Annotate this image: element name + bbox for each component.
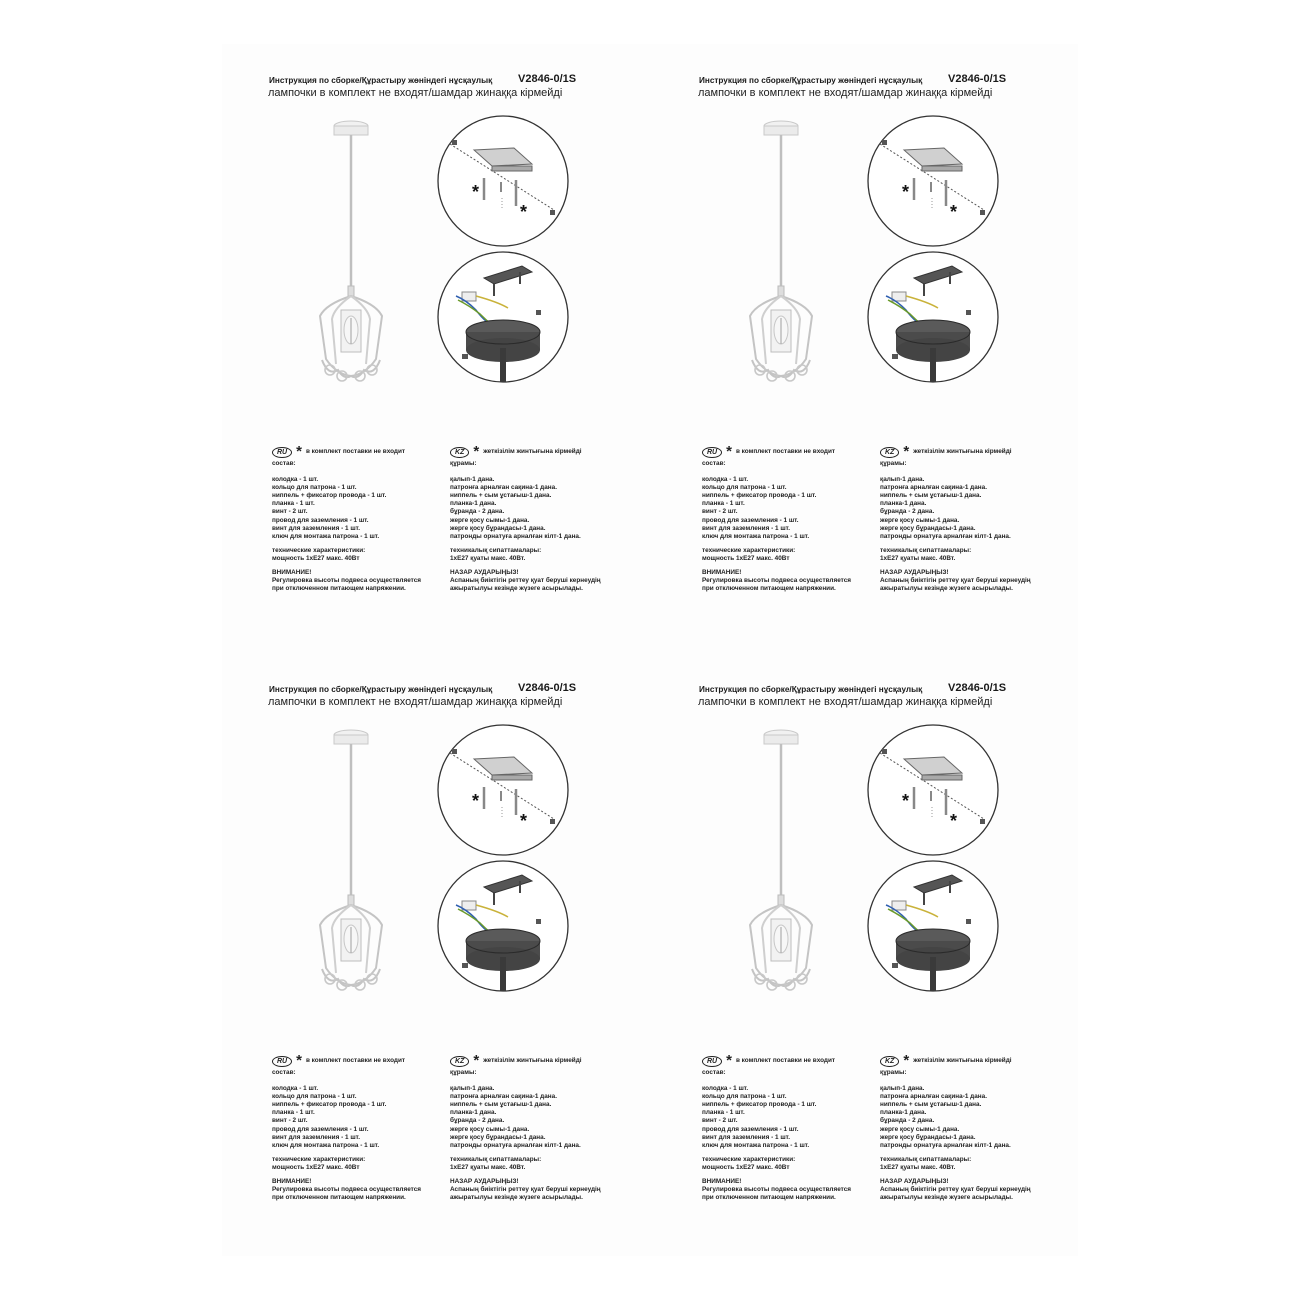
ru-item: провод для заземления - 1 шт. xyxy=(702,1125,799,1133)
kz-item: патронды орнатуға арналған кілт-1 дана. xyxy=(450,532,581,540)
kz-item: жерге қосу бұрандасы-1 дана. xyxy=(450,1133,546,1141)
svg-text:*: * xyxy=(472,791,480,811)
kz-warning-line: ажыратылуы кезінде жүзеге асырылады. xyxy=(880,585,1013,593)
pendant-lamp-illustration xyxy=(736,114,826,414)
asterisk-icon: * xyxy=(296,1052,302,1069)
kz-warning-line: ажыратылуы кезінде жүзеге асырылады. xyxy=(450,585,583,593)
kz-specs-header: техникалық сипаттамалары: xyxy=(880,546,972,554)
kz-item: бұранда - 2 дана. xyxy=(880,508,935,516)
instruction-title: Инструкция по сборке/Құрастыру жөніндегі нұсқаулық xyxy=(269,685,493,694)
ru-item: колодка - 1 шт. xyxy=(272,476,319,484)
ru-warning-header: ВНИМАНИЕ! xyxy=(272,1178,312,1186)
ru-warning-line: при отключенном питающем напряжении. xyxy=(702,585,836,593)
kz-item: бұранда - 2 дана. xyxy=(450,1117,505,1125)
mounting-bar-diagram xyxy=(866,114,1000,248)
ru-item: кольцо для патрона - 1 шт. xyxy=(702,1093,787,1101)
kz-instructions-column xyxy=(450,443,601,593)
kz-instructions-column xyxy=(880,443,1031,593)
kz-not-included-note: жеткізілім жинтығына кірмейді xyxy=(913,447,1012,455)
svg-text:*: * xyxy=(472,182,480,202)
ru-item: винт для заземления - 1 шт. xyxy=(702,1133,790,1141)
asterisk-icon: * xyxy=(903,443,910,460)
ru-not-included-note: в комплект поставки не входит xyxy=(735,447,836,455)
model-number: V2846-0/1S xyxy=(518,682,577,694)
kz-item: жерге қосу бұрандасы-1 дана. xyxy=(880,524,976,532)
kz-item: патронды орнатуға арналған кілт-1 дана. xyxy=(450,1141,581,1149)
ru-warning-line: Регулировка высоты подвеса осуществляется xyxy=(272,577,422,585)
instruction-title: Инструкция по сборке/Құрастыру жөніндегі нұсқаулық xyxy=(269,76,493,85)
kz-item: жерге қосу сымы-1 дана. xyxy=(450,1125,530,1133)
ru-instructions-column xyxy=(272,443,422,593)
instruction-title: Инструкция по сборке/Құрастыру жөніндегі нұсқаулық xyxy=(699,76,923,85)
kz-warning-line: Аспаның биіктігін реттеу қуат беруші кернеудің xyxy=(880,577,1031,585)
asterisk-icon: * xyxy=(903,1052,910,1069)
ru-item: кольцо для патрона - 1 шт. xyxy=(272,1093,357,1101)
mounting-bar-diagram xyxy=(436,114,570,248)
kz-item: ниппель + сым ұстағыш-1 дана. xyxy=(450,492,552,500)
mounting-bar-diagram xyxy=(436,723,570,857)
bulbs-not-included-note: лампочки в комплект не входят/шамдар жинаққа кірмейді xyxy=(698,696,993,708)
ru-item: кольцо для патрона - 1 шт. xyxy=(702,484,787,492)
ru-warning-line: Регулировка высоты подвеса осуществляется xyxy=(272,1186,422,1194)
instruction-panel-top-left xyxy=(266,70,686,670)
model-number: V2846-0/1S xyxy=(948,73,1007,85)
kz-item: жерге қосу сымы-1 дана. xyxy=(450,516,530,524)
kz-item: патронға арналған сақина-1 дана. xyxy=(450,1093,557,1101)
ru-item: планка - 1 шт. xyxy=(702,500,745,508)
ru-specs: мощность 1хЕ27 макс. 40Вт xyxy=(272,1163,360,1171)
ru-item: кольцо для патрона - 1 шт. xyxy=(272,484,357,492)
ru-language-badge: RU xyxy=(272,1056,292,1067)
ru-instructions-column xyxy=(702,1052,852,1202)
pendant-lamp-illustration xyxy=(736,723,826,1023)
ru-item: винт - 2 шт. xyxy=(272,1117,308,1125)
svg-text:*: * xyxy=(902,791,910,811)
kz-composition-header: құрамы: xyxy=(450,1069,477,1076)
kz-item: жерге қосу сымы-1 дана. xyxy=(880,516,960,524)
kz-item: жерге қосу бұрандасы-1 дана. xyxy=(880,1133,976,1141)
ru-specs-header: технические характеристики: xyxy=(272,546,366,554)
wiring-connection-diagram xyxy=(436,859,570,993)
asterisk-icon: * xyxy=(726,1052,732,1069)
ru-specs-header: технические характеристики: xyxy=(272,1155,366,1163)
asterisk-icon: * xyxy=(473,1052,480,1069)
kz-composition-header: құрамы: xyxy=(880,1069,907,1076)
ru-composition-header: состав: xyxy=(702,460,726,467)
kz-item: жерге қосу бұрандасы-1 дана. xyxy=(450,524,546,532)
svg-text:*: * xyxy=(520,811,528,831)
kz-specs: 1хЕ27 қуаты макс. 40Вт. xyxy=(880,1163,956,1171)
ru-specs-header: технические характеристики: xyxy=(702,546,796,554)
asterisk-icon: * xyxy=(473,443,480,460)
kz-specs: 1хЕ27 қуаты макс. 40Вт. xyxy=(450,1163,526,1171)
kz-warning-line: ажыратылуы кезінде жүзеге асырылады. xyxy=(880,1194,1013,1202)
kz-item: планка-1 дана. xyxy=(880,1109,927,1117)
instruction-panel-bottom-left xyxy=(266,679,686,1279)
ru-language-badge: RU xyxy=(272,447,292,458)
kz-not-included-note: жеткізілім жинтығына кірмейді xyxy=(913,1056,1012,1064)
kz-item: қалып-1 дана. xyxy=(450,1085,495,1093)
wiring-connection-diagram xyxy=(866,859,1000,993)
ru-not-included-note: в комплект поставки не входит xyxy=(305,447,406,455)
ru-warning-line: при отключенном питающем напряжении. xyxy=(272,585,406,593)
kz-instructions-column xyxy=(880,1052,1031,1202)
kz-specs-header: техникалық сипаттамалары: xyxy=(450,1155,542,1163)
kz-composition-header: құрамы: xyxy=(880,460,907,467)
ru-instructions-column xyxy=(702,443,852,593)
ru-item: провод для заземления - 1 шт. xyxy=(272,1125,369,1133)
pendant-lamp-illustration xyxy=(306,723,396,1023)
ru-warning-header: ВНИМАНИЕ! xyxy=(272,569,312,577)
svg-text:*: * xyxy=(950,811,958,831)
bulbs-not-included-note: лампочки в комплект не входят/шамдар жинаққа кірмейді xyxy=(268,87,563,99)
kz-warning-header: НАЗАР АУДАРЫҢЫЗ! xyxy=(880,1178,949,1186)
ru-item: винт - 2 шт. xyxy=(702,1117,738,1125)
kz-specs-header: техникалық сипаттамалары: xyxy=(880,1155,972,1163)
ru-item: винт для заземления - 1 шт. xyxy=(272,1133,360,1141)
pendant-lamp-illustration xyxy=(306,114,396,414)
ru-language-badge: RU xyxy=(702,447,722,458)
kz-item: планка-1 дана. xyxy=(880,500,927,508)
kz-not-included-note: жеткізілім жинтығына кірмейді xyxy=(483,1056,582,1064)
kz-item: бұранда - 2 дана. xyxy=(880,1117,935,1125)
kz-warning-line: Аспаның биіктігін реттеу қуат беруші кернеудің xyxy=(880,1186,1031,1194)
ru-specs: мощность 1хЕ27 макс. 40Вт xyxy=(702,554,790,562)
kz-composition-header: құрамы: xyxy=(450,460,477,467)
kz-specs: 1хЕ27 қуаты макс. 40Вт. xyxy=(880,554,956,562)
wiring-connection-diagram xyxy=(866,250,1000,384)
ru-instructions-column xyxy=(272,1052,422,1202)
kz-language-badge: KZ xyxy=(880,447,899,458)
kz-not-included-note: жеткізілім жинтығына кірмейді xyxy=(483,447,582,455)
kz-warning-line: Аспаның биіктігін реттеу қуат беруші кернеудің xyxy=(450,1186,601,1194)
svg-text:*: * xyxy=(950,202,958,222)
kz-specs: 1хЕ27 қуаты макс. 40Вт. xyxy=(450,554,526,562)
kz-item: жерге қосу сымы-1 дана. xyxy=(880,1125,960,1133)
kz-item: ниппель + сым ұстағыш-1 дана. xyxy=(880,492,982,500)
ru-item: ниппель + фиксатор провода - 1 шт. xyxy=(702,492,817,500)
ru-warning-header: ВНИМАНИЕ! xyxy=(702,569,742,577)
ru-item: ниппель + фиксатор провода - 1 шт. xyxy=(702,1101,817,1109)
ru-item: колодка - 1 шт. xyxy=(702,476,749,484)
kz-item: қалып-1 дана. xyxy=(880,476,925,484)
ru-specs: мощность 1хЕ27 макс. 40Вт xyxy=(702,1163,790,1171)
ru-warning-line: Регулировка высоты подвеса осуществляется xyxy=(702,1186,852,1194)
bulbs-not-included-note: лампочки в комплект не входят/шамдар жинаққа кірмейді xyxy=(268,696,563,708)
ru-item: винт - 2 шт. xyxy=(702,508,738,516)
kz-instructions-column xyxy=(450,1052,601,1202)
ru-specs-header: технические характеристики: xyxy=(702,1155,796,1163)
ru-item: провод для заземления - 1 шт. xyxy=(702,516,799,524)
ru-item: колодка - 1 шт. xyxy=(702,1085,749,1093)
ru-item: провод для заземления - 1 шт. xyxy=(272,516,369,524)
ru-warning-header: ВНИМАНИЕ! xyxy=(702,1178,742,1186)
kz-specs-header: техникалық сипаттамалары: xyxy=(450,546,542,554)
model-number: V2846-0/1S xyxy=(948,682,1007,694)
kz-item: патронды орнатуға арналған кілт-1 дана. xyxy=(880,1141,1011,1149)
ru-language-badge: RU xyxy=(702,1056,722,1067)
kz-language-badge: KZ xyxy=(450,447,469,458)
ru-item: ключ для монтажа патрона - 1 шт. xyxy=(702,1141,810,1149)
kz-item: қалып-1 дана. xyxy=(880,1085,925,1093)
ru-not-included-note: в комплект поставки не входит xyxy=(735,1056,836,1064)
kz-item: бұранда - 2 дана. xyxy=(450,508,505,516)
mounting-bar-diagram xyxy=(866,723,1000,857)
ru-composition-header: состав: xyxy=(272,460,296,467)
kz-item: патронға арналған сақина-1 дана. xyxy=(880,484,987,492)
svg-text:*: * xyxy=(520,202,528,222)
instruction-title: Инструкция по сборке/Құрастыру жөніндегі нұсқаулық xyxy=(699,685,923,694)
ru-item: ключ для монтажа патрона - 1 шт. xyxy=(272,532,380,540)
kz-item: патронға арналған сақина-1 дана. xyxy=(450,484,557,492)
model-number: V2846-0/1S xyxy=(518,73,577,85)
kz-language-badge: KZ xyxy=(880,1056,899,1067)
instruction-panel-top-right xyxy=(696,70,1116,670)
ru-not-included-note: в комплект поставки не входит xyxy=(305,1056,406,1064)
ru-item: винт - 2 шт. xyxy=(272,508,308,516)
ru-composition-header: состав: xyxy=(702,1069,726,1076)
ru-item: планка - 1 шт. xyxy=(272,1109,315,1117)
ru-item: планка - 1 шт. xyxy=(272,500,315,508)
kz-warning-header: НАЗАР АУДАРЫҢЫЗ! xyxy=(450,1178,519,1186)
ru-item: ниппель + фиксатор провода - 1 шт. xyxy=(272,1101,387,1109)
kz-language-badge: KZ xyxy=(450,1056,469,1067)
kz-warning-line: Аспаның биіктігін реттеу қуат беруші кернеудің xyxy=(450,577,601,585)
instruction-panel-bottom-right xyxy=(696,679,1116,1279)
kz-warning-line: ажыратылуы кезінде жүзеге асырылады. xyxy=(450,1194,583,1202)
kz-warning-header: НАЗАР АУДАРЫҢЫЗ! xyxy=(880,569,949,577)
kz-item: патронды орнатуға арналған кілт-1 дана. xyxy=(880,532,1011,540)
ru-item: винт для заземления - 1 шт. xyxy=(702,524,790,532)
ru-item: колодка - 1 шт. xyxy=(272,1085,319,1093)
ru-specs: мощность 1хЕ27 макс. 40Вт xyxy=(272,554,360,562)
bulbs-not-included-note: лампочки в комплект не входят/шамдар жинаққа кірмейді xyxy=(698,87,993,99)
asterisk-icon: * xyxy=(296,443,302,460)
ru-warning-line: Регулировка высоты подвеса осуществляется xyxy=(702,577,852,585)
kz-item: планка-1 дана. xyxy=(450,500,497,508)
kz-warning-header: НАЗАР АУДАРЫҢЫЗ! xyxy=(450,569,519,577)
kz-item: планка-1 дана. xyxy=(450,1109,497,1117)
ru-item: ключ для монтажа патрона - 1 шт. xyxy=(702,532,810,540)
ru-warning-line: при отключенном питающем напряжении. xyxy=(702,1194,836,1202)
ru-warning-line: при отключенном питающем напряжении. xyxy=(272,1194,406,1202)
ru-item: ключ для монтажа патрона - 1 шт. xyxy=(272,1141,380,1149)
kz-item: ниппель + сым ұстағыш-1 дана. xyxy=(450,1101,552,1109)
asterisk-icon: * xyxy=(726,443,732,460)
kz-item: патронға арналған сақина-1 дана. xyxy=(880,1093,987,1101)
kz-item: қалып-1 дана. xyxy=(450,476,495,484)
ru-item: планка - 1 шт. xyxy=(702,1109,745,1117)
kz-item: ниппель + сым ұстағыш-1 дана. xyxy=(880,1101,982,1109)
wiring-connection-diagram xyxy=(436,250,570,384)
ru-composition-header: состав: xyxy=(272,1069,296,1076)
svg-text:*: * xyxy=(902,182,910,202)
ru-item: ниппель + фиксатор провода - 1 шт. xyxy=(272,492,387,500)
ru-item: винт для заземления - 1 шт. xyxy=(272,524,360,532)
